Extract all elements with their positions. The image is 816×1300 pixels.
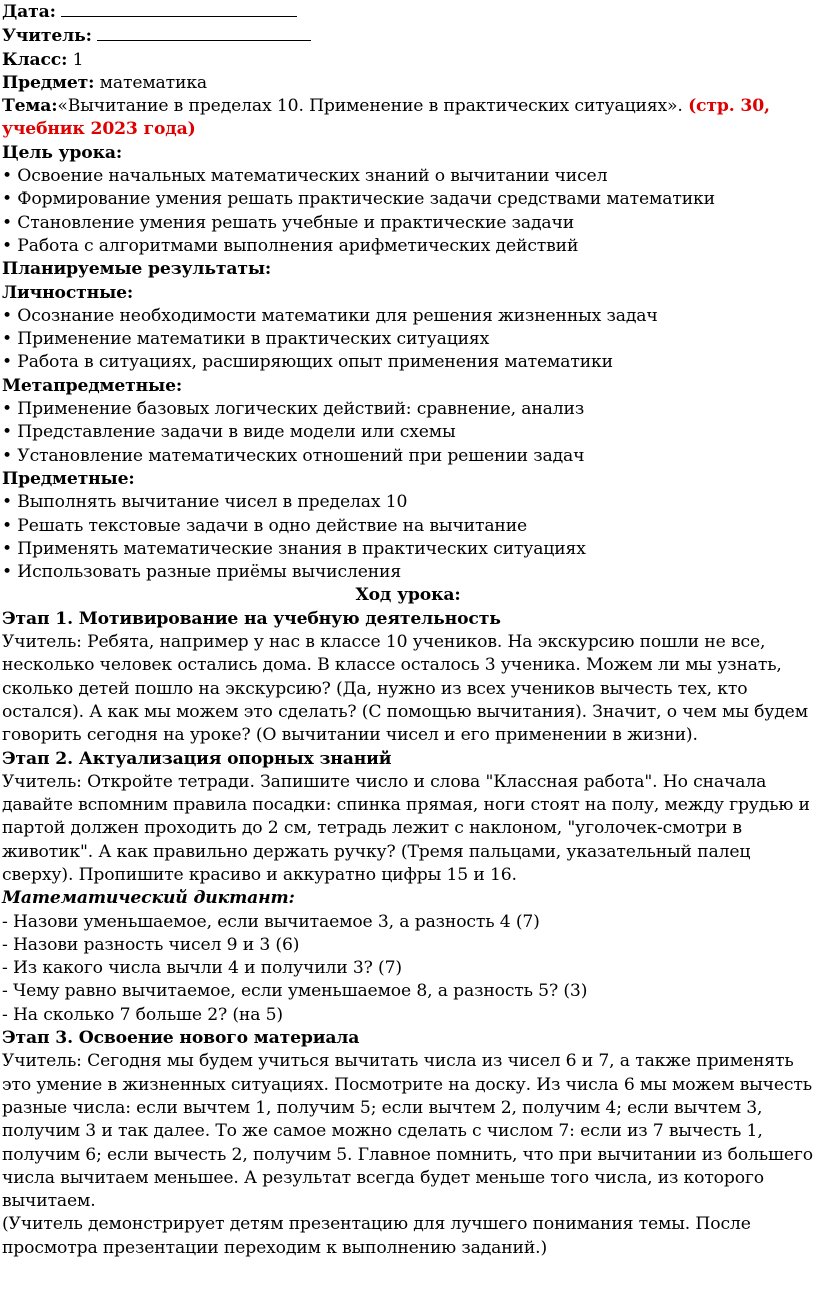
stage3-note: (Учитель демонстрирует детям презентацию для лучшего понимания темы. После просмотра презентации переходим к выполнению заданий.) [2, 1214, 751, 1258]
teacher-label: Учитель: [2, 26, 92, 47]
stage1-title: Этап 1. Мотивирование на учебную деятельность [2, 608, 501, 629]
stage2-title: Этап 2. Актуализация опорных знаний [2, 748, 392, 769]
class-line [2, 49, 814, 72]
class-label: Класс: [2, 49, 68, 70]
date-blank [61, 0, 297, 17]
subject-line [2, 72, 814, 95]
subject-label: Предмет: [2, 72, 95, 93]
results-heading: Планируемые результаты: [2, 259, 272, 280]
class-value: 1 [72, 49, 84, 70]
goal-heading: Цель урока: [2, 142, 123, 163]
teacher-blank [97, 24, 311, 41]
date-label: Дата: [2, 2, 56, 22]
stage3-text: Учитель: Сегодня мы будем учиться вычитать числа из чисел 6 и 7, а также применять это умение в жизненных ситуациях. Посмотрите на доску. Из числа 6 мы можем вычесть разные числа: если вычтем 1, получим 5; если вычтем 2, получим 4; если вычтем 3, получим 3 и так далее. То же самое можно сделать с числом 7: если из 7 вычесть 1, получим 6; если вычесть 2, получим 5. Главное помнить, что при вычитании из большего числа вычитаем меньшее. А результат всегда будет меньше того числа, из которого вычитаем. [2, 1051, 813, 1212]
topic-textbook-reference: (стр. 30, учебник 2023 года) [2, 96, 770, 140]
dictation-item: - Назови разность чисел 9 и 3 (6) [2, 934, 300, 955]
meta-item: • Представление задачи в виде модели или схемы [2, 422, 456, 443]
personal-item: • Работа в ситуациях, расширяющих опыт применения математики [2, 352, 613, 373]
subject-results-heading: Предметные: [2, 468, 135, 489]
lesson-heading: Ход урока: [355, 585, 461, 606]
topic-label: Тема: [2, 96, 58, 117]
dictation-heading: Математический диктант: [2, 888, 295, 909]
teacher-line [2, 24, 814, 48]
dictation-item: - Чему равно вычитаемое, если уменьшаемое 8, а разность 5? (3) [2, 981, 588, 1002]
meta-item: • Установление математических отношений при решении задач [2, 445, 585, 466]
dictation-item: - Назови уменьшаемое, если вычитаемое 3, а разность 4 (7) [2, 911, 540, 932]
meta-heading: Метапредметные: [2, 375, 183, 396]
personal-heading: Личностные: [2, 282, 134, 303]
subject-item: • Применять математические знания в практических ситуациях [2, 538, 586, 559]
subject-item: • Выполнять вычитание чисел в пределах 10 [2, 492, 408, 513]
dictation-item: - Из какого числа вычли 4 и получили 3? (7) [2, 958, 402, 979]
dictation-item: - На сколько 7 больше 2? (на 5) [2, 1004, 283, 1025]
stage1-text: Учитель: Ребята, например у нас в классе 10 учеников. На экскурсию пошли не все, несколько человек остались дома. В классе осталось 3 ученика. Можем ли мы узнать, сколько детей пошло на экскурсию? (Да, нужно из всех учеников вычесть тех, кто остался). А как мы можем это сделать? (С помощью вычитания). Значит, о чем мы будем говорить сегодня на уроке? (О вычитании чисел и его применении в жизни). [2, 632, 808, 746]
subject-item: • Решать текстовые задачи в одно действие на вычитание [2, 515, 528, 536]
subject-item: • Использовать разные приёмы вычисления [2, 562, 402, 583]
topic-value: «Вычитание в пределах 10. Применение в практических ситуациях». [57, 96, 683, 117]
goal-item: • Работа с алгоритмами выполнения арифметических действий [2, 235, 579, 256]
goal-item: • Освоение начальных математических знаний о вычитании чисел [2, 166, 608, 187]
date-line [2, 0, 814, 24]
goal-item: • Формирование умения решать практические задачи средствами математики [2, 189, 715, 210]
meta-item: • Применение базовых логических действий: сравнение, анализ [2, 399, 585, 420]
subject-value: математика [99, 72, 208, 93]
stage2-text: Учитель: Откройте тетради. Запишите число и слова "Классная работа". Но сначала давайте вспомним правила посадки: спинка прямая, ноги стоят на полу, между грудью и партой должен проходить до 2 см, тетрадь лежит с наклоном, "уголочек-смотри в животик". А как правильно держать ручку? (Тремя пальцами, указательный палец сверху). Пропишите красиво и аккуратно цифры 15 и 16. [2, 771, 810, 885]
personal-item: • Осознание необходимости математики для решения жизненных задач [2, 305, 658, 326]
topic-line [2, 95, 814, 142]
goal-item: • Становление умения решать учебные и практические задачи [2, 212, 575, 233]
stage3-title: Этап 3. Освоение нового материала [2, 1028, 360, 1049]
personal-item: • Применение математики в практических ситуациях [2, 329, 490, 350]
